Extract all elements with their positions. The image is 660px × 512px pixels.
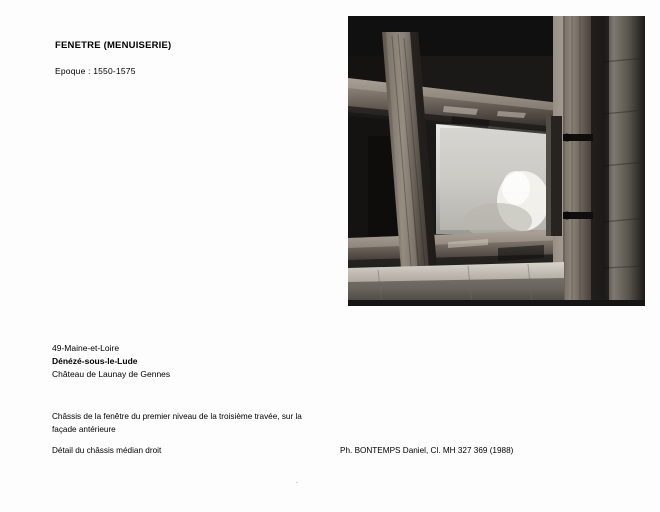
photo-credit: Ph. BONTEMPS Daniel, Cl. MH 327 369 (1988) <box>340 446 514 455</box>
department-line: 49-Maine-et-Loire <box>52 343 120 353</box>
page-title: FENETRE (MENUISERIE) <box>55 40 172 51</box>
epoch-value: 1550-1575 <box>93 66 136 76</box>
epoch-line <box>55 66 136 76</box>
description-text: Châssis de la fenêtre du premier niveau de la troisième travée, sur la façade antérieure <box>52 412 302 434</box>
photograph <box>348 16 645 306</box>
detail-caption: Détail du châssis médian droit <box>52 446 162 455</box>
epoch-label: Epoque : <box>55 66 91 76</box>
monument-line: Château de Launay de Gennes <box>52 369 171 379</box>
bottom-tick-mark: . <box>296 478 298 485</box>
commune-line: Dénézé-sous-le-Lude <box>52 356 138 366</box>
